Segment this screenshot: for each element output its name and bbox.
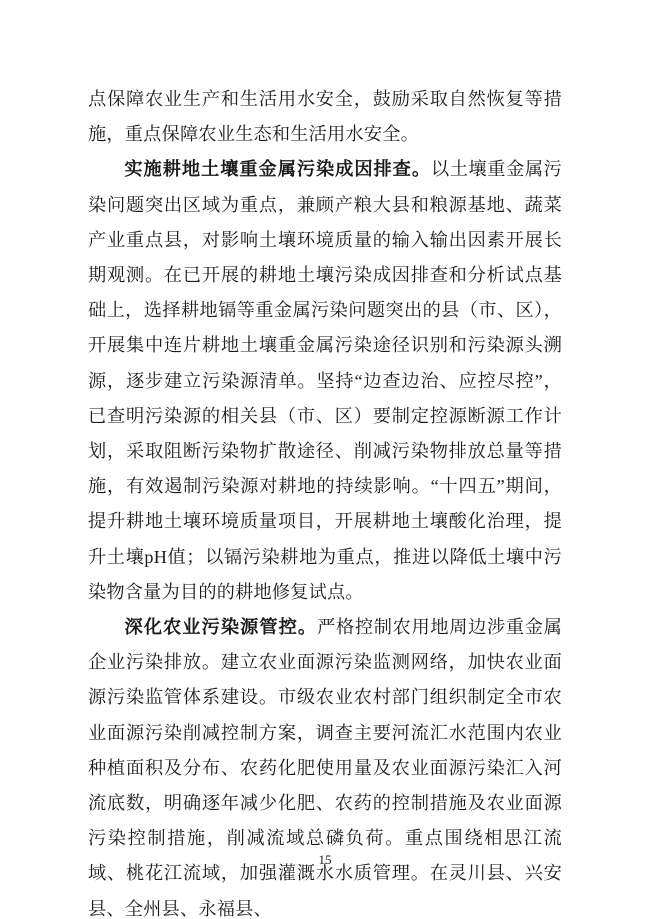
paragraph-1 [88,82,562,152]
paragraph-1-text: 点保障农业生产和生活用水安全，鼓励采取自然恢复等措施，重点保障农业生态和生活用水安全。 [88,89,562,145]
paragraph-2-text: 以土壤重金属污染问题突出区域为重点，兼顾产粮大县和粮源基地、蔬菜产业重点县，对影响土壤环境质量的输入输出因素开展长期观测。在已开展的耕地土壤污染成因排查和分析试点基础上，选择耕地镉等重金属污染问题突出的县（市、区），开展集中连片耕地土壤重金属污染途径识别和污染源头溯源，逐步建立污染源清单。坚持“边查边治、应控尽控”，已查明污染源的相关县（市、区）要制定控源断源工作计划，采取阻断污染物扩散途径、削减污染物排放总量等措施，有效遏制污染源对耕地的持续影响。“十四五”期间，提升耕地土壤环境质量项目，开展耕地土壤酸化治理，提升土壤pH值；以镉污染耕地为重点，推进以降低土壤中污染物含量为目的的耕地修复试点。 [88,159,562,602]
page-number: 15 [318,852,332,867]
paragraph-3-lead: 深化农业污染源管控。 [124,617,318,638]
paragraph-3-text: 严格控制农用地周边涉重金属企业污染排放。建立农业面源污染监测网络，加快农业面源污染监管体系建设。市级农业农村部门组织制定全市农业面源污染削减控制方案，调查主要河流汇水范围内农业种植面积及分布、农药化肥使用量及农业面源污染汇入河流底数，明确逐年减少化肥、农药的控制措施及农业面源污染控制措施，削减流域总磷负荷。重点围绕相思江流域、桃花江流域，加强灌溉水水质管理。在灵川县、兴安县、全州县、永福县、 [88,617,562,919]
page-content [88,82,562,919]
paragraph-2-lead: 实施耕地土壤重金属污染成因排查。 [124,159,432,180]
paragraph-3 [88,610,562,919]
paragraph-2 [88,152,562,610]
